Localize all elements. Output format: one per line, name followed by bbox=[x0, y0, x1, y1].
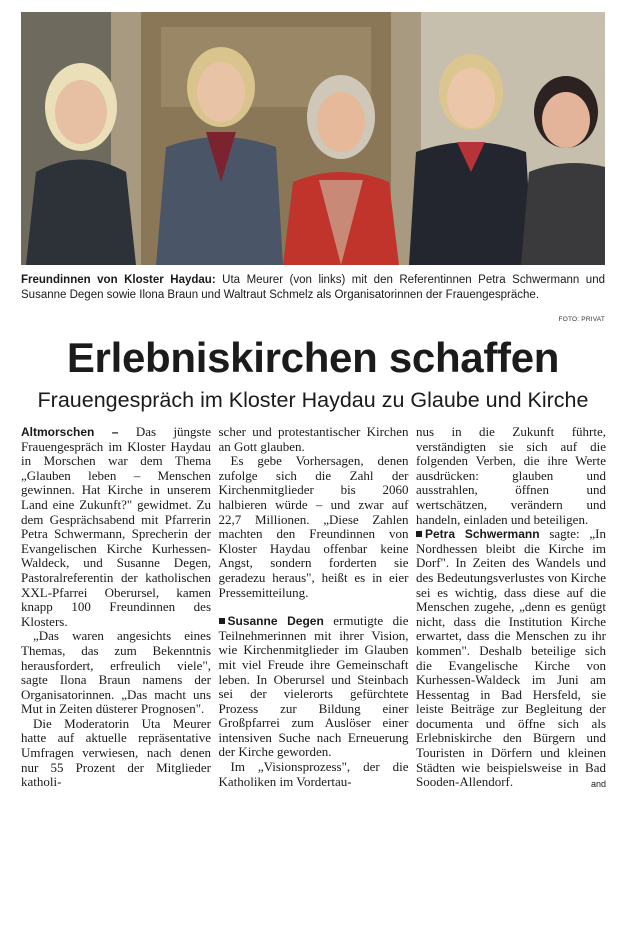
article-column-2 bbox=[219, 425, 409, 915]
subhead-name: Petra Schwermann bbox=[425, 527, 540, 542]
paragraph: Die Moderatorin Uta Meurer hatte auf aktuelle repräsentative Umfragen verwiesen, nach denen nur 55 Prozent der Mitglieder katholi- bbox=[21, 715, 211, 790]
caption-lead: Freundinnen von Kloster Haydau: bbox=[21, 274, 216, 286]
paragraph: „Das waren angesichts eines Themas, das zum Bekenntnis herausfordert, erfreulich viele", sagte Ilona Braun namens der Organisatorinnen. „Das macht uns Mut in Zeiten düsterer Prognosen". bbox=[21, 628, 211, 717]
photo-caption bbox=[21, 273, 605, 303]
paragraph bbox=[219, 614, 409, 760]
paragraph: nus in die Zukunft führte, verständigten sie sich auf die folgenden Verben, die ihre Werte ausdrücken: glauben und ausstrahlen, öffnen und wertschätzen, verändern und handeln, einladen und beteiligen. bbox=[416, 424, 606, 527]
article-column-1 bbox=[21, 425, 211, 915]
caption-text: Uta Meurer (von links) mit den Referentinnen Petra Schwermann und Susanne Degen sowie Ilona Braun und Waltraut Schmelz als Organisatorinnen der Frauengespräche. bbox=[21, 274, 605, 301]
dateline: Altmorschen – bbox=[21, 425, 119, 439]
square-bullet-icon bbox=[416, 531, 422, 537]
paragraph-text: ermutigte die Teilnehmerinnen mit ihrer Vision, wie Kirchenmitglieder im Glauben mit viel Freude ihre Gemeinschaft leben. In Oberursel und Steinbach sei der vielerorts gefürchtete Prozess zur Bildung einer Großpfarrei zum Auslöser einer intensiven Suche nach Erneuerung der Kirche geworden. bbox=[218, 613, 409, 760]
headline: Erlebniskirchen schaffen bbox=[66, 334, 560, 381]
square-bullet-icon bbox=[219, 618, 225, 624]
author-signature: and bbox=[590, 779, 606, 790]
paragraph-text: sagte: „In Nordhessen bleibt die Kirche im Dorf". In Zeiten des Wandels und des Bedeutungsverlustes von Kirche sei es wichtig, dass diese auf die Menschen zugehe, „denn es genügt nicht, dass die Institution Kirche erwartet, dass die Menschen zu ihr kommen". Deshalb beteilige sich die Evangelische Kirche von Kurhessen-Waldeck im Juni am Hessentag in Bad Hersfeld, sie leiste Beiträge zur Begleitung der documenta und öffne sich als Erlebniskirche den Bürgern und Touristen in Dörfern und kleinen Städten wie beispielsweise in Bad Sooden-Allendorf. bbox=[416, 526, 607, 790]
paragraph bbox=[21, 425, 211, 629]
article-body bbox=[21, 425, 606, 915]
paragraph: Es gebe Vorhersagen, denen zufolge sich die Zahl der Kirchenmitglieder bis 2060 halbieren würde – und zwar auf 22,7 Millionen. „Diese Zahlen machten den Freundinnen von Kloster Haydau offenbar keine Angst, sondern forderten sie geradezu heraus", heißt es in eier Pressemitteilung. bbox=[218, 453, 409, 600]
group-photo-icon bbox=[21, 12, 605, 265]
group-photo bbox=[21, 12, 605, 265]
paragraph: scher und protestantischer Kirchen an Gott glauben. bbox=[218, 424, 409, 454]
paragraph: Im „Visionsprozess", der die Katholiken im Vordertau- bbox=[218, 759, 409, 789]
paragraph bbox=[416, 527, 606, 790]
photo-credit: FOTO: PRIVAT bbox=[558, 316, 605, 323]
subhead-name: Susanne Degen bbox=[227, 614, 324, 629]
subheadline: Frauengespräch im Kloster Haydau zu Glaube und Kirche bbox=[37, 388, 589, 412]
article-column-3 bbox=[416, 425, 606, 915]
paragraph-text: Das jüngste Frauengespräch im Kloster Haydau in Morschen war dem Thema „Glauben leben – Menschen gewinnen. Hat Kirche in unserem Land eine Zukunft?" gewidmet. Zu dem Gesprächsabend mit Pfarrerin Petra Schwermann, Sprecherin der Evangelischen Kirche Kurhessen-Waldeck, und Susanne Degen, Pastoralreferentin der katholischen XXL-Pfarrei Oberursel, kamen knapp 100 Freundinnen des Klosters. bbox=[21, 424, 211, 629]
